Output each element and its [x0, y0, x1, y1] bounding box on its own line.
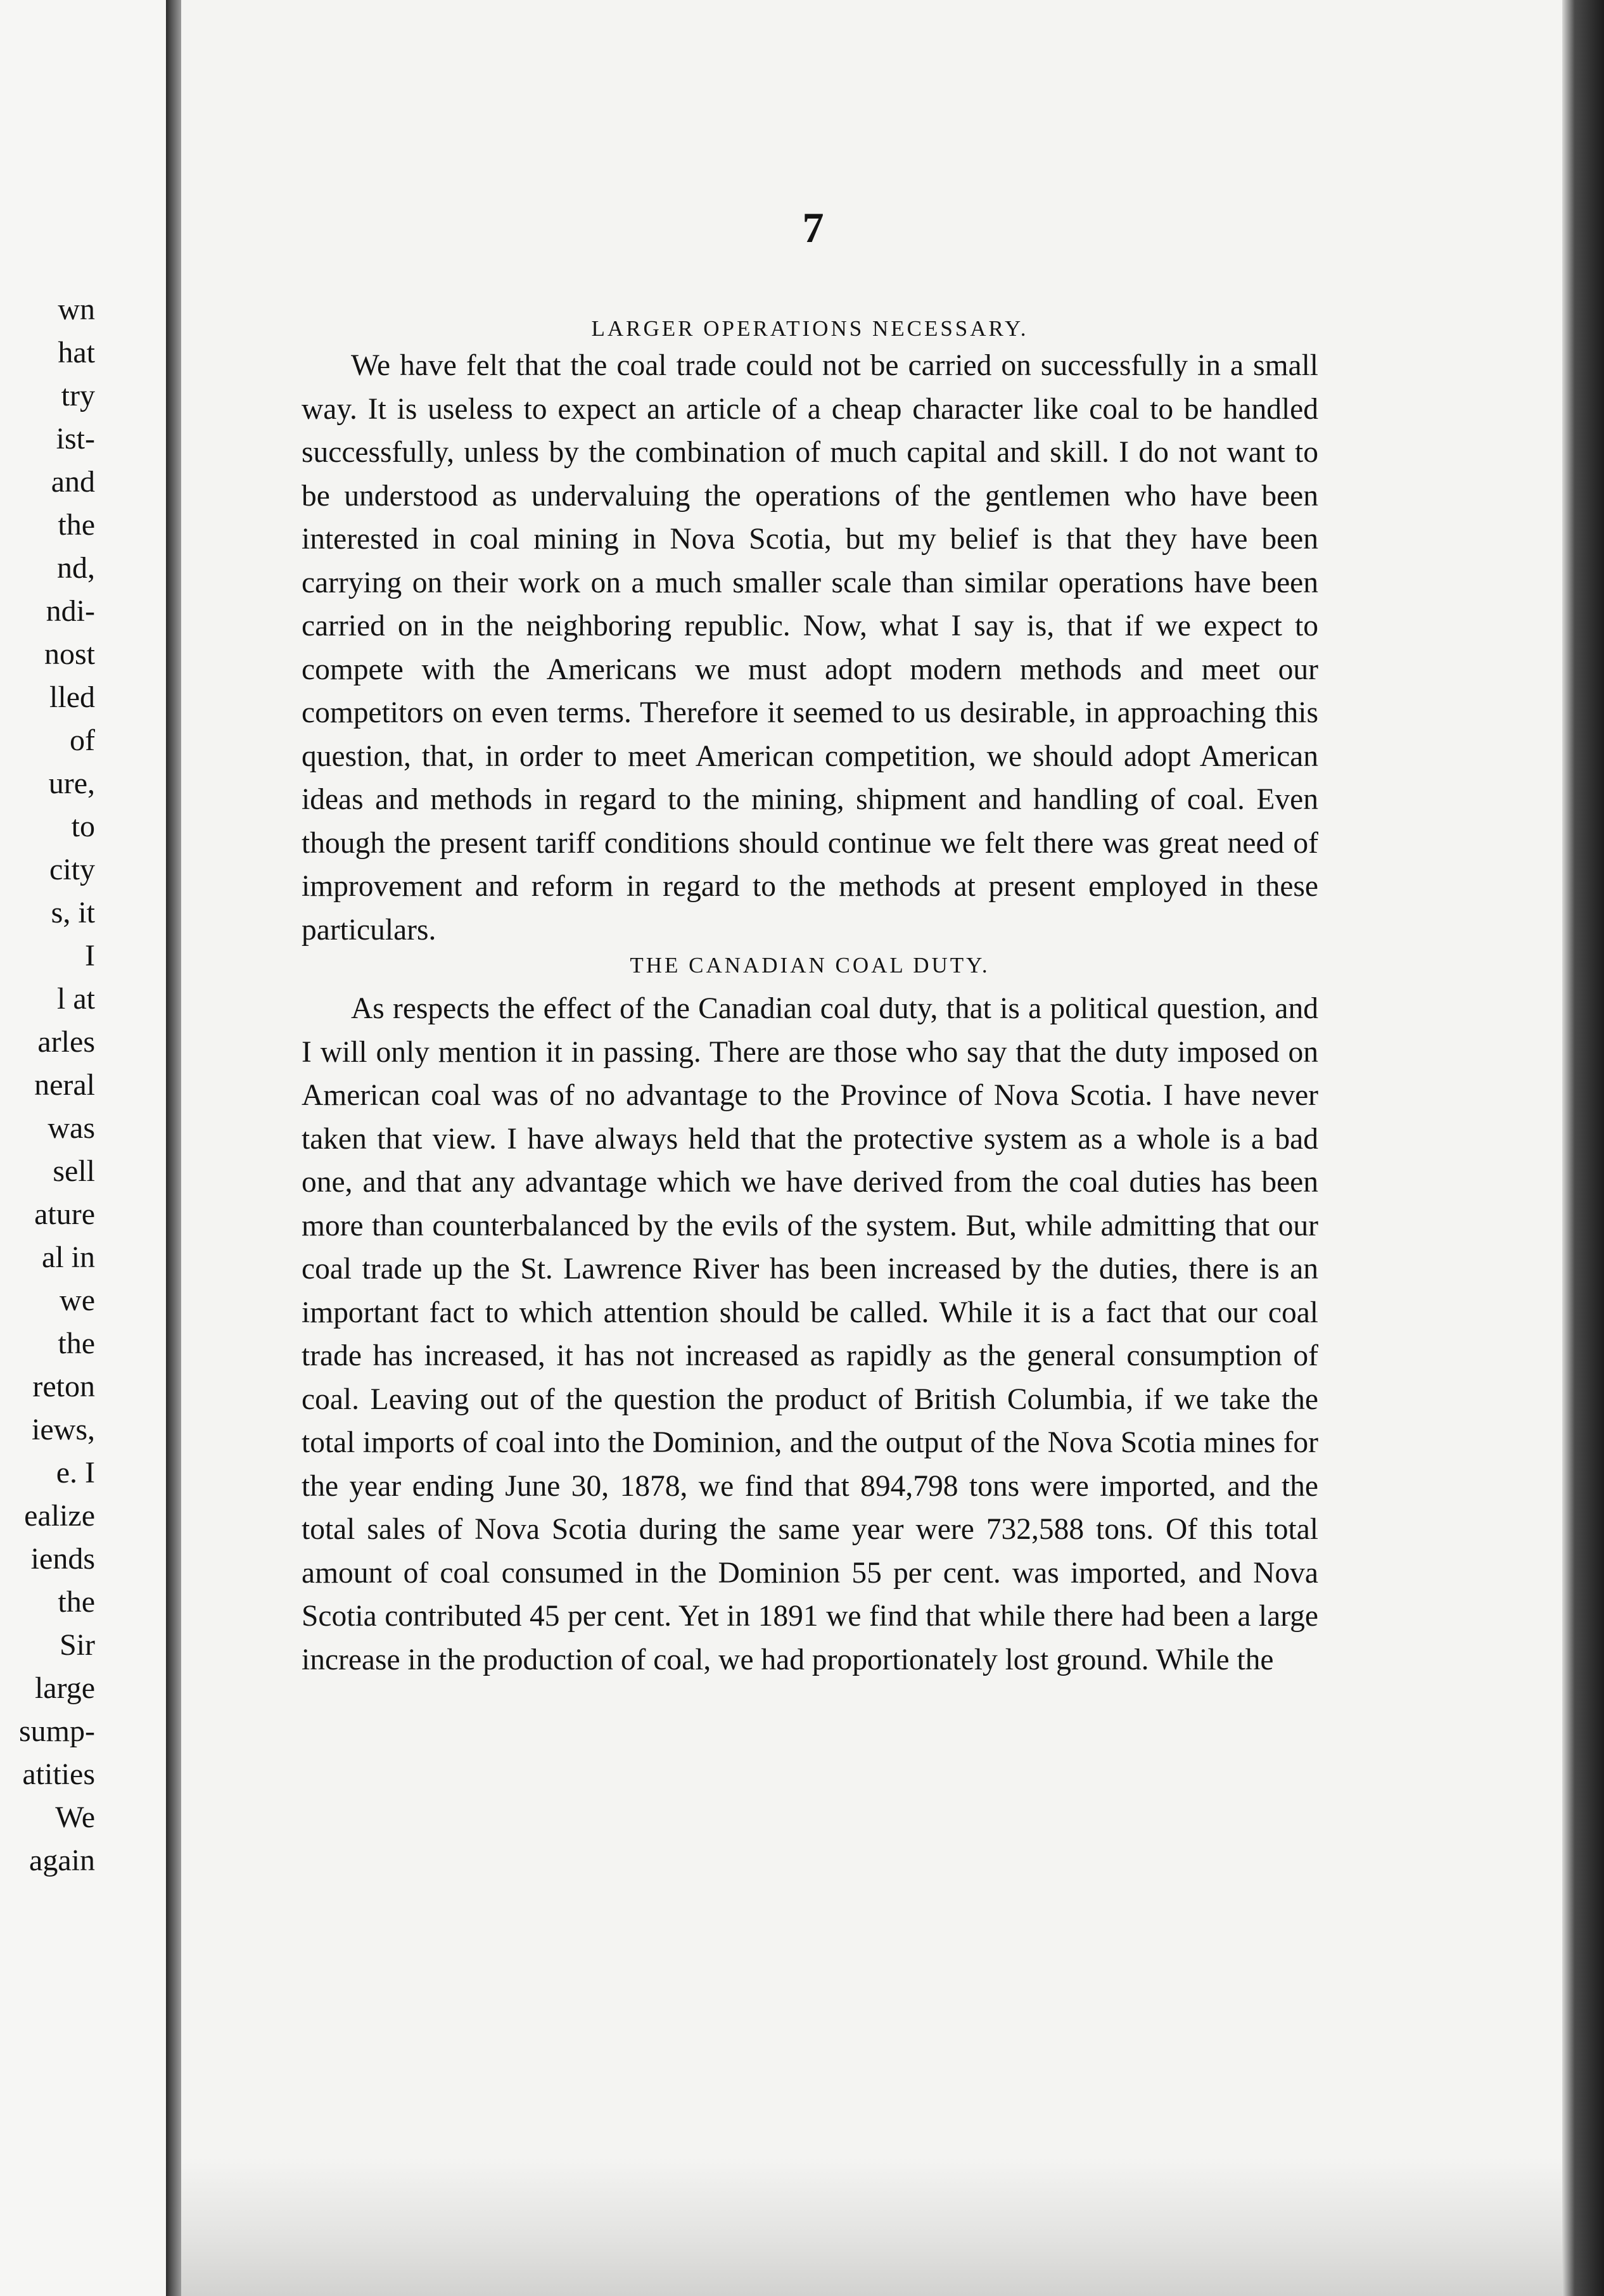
adjacent-page-line: s, it [51, 896, 95, 929]
section-heading-coal-duty: THE CANADIAN COAL DUTY. [630, 953, 990, 978]
binding-gutter [166, 0, 181, 2296]
adjacent-page-line: e. I [56, 1456, 95, 1489]
adjacent-page-line: of [70, 724, 95, 757]
page-bottom-shading [181, 2157, 1562, 2296]
page-right-edge [1562, 0, 1604, 2296]
adjacent-page-line: again [29, 1844, 95, 1877]
adjacent-page-line: try [61, 379, 95, 412]
section-heading-larger-operations: LARGER OPERATIONS NECESSARY. [591, 316, 1029, 341]
adjacent-page-line: neral [34, 1068, 95, 1102]
adjacent-page [0, 0, 166, 2296]
adjacent-page-line: nost [44, 637, 95, 671]
adjacent-page-line: iends [30, 1542, 95, 1576]
adjacent-page-line: We [55, 1801, 95, 1834]
adjacent-page-line: nd, [57, 551, 95, 585]
adjacent-page-line: ure, [48, 767, 95, 800]
section-paragraph-coal-duty: As respects the effect of the Canadian coal duty, that is a political question, and I will only mention it in passing. There are those who say that the duty imposed on American coal was of no advantage to the Province of Nova Scotia. I have never taken that view. I have always held that the protective system as a whole is a bad one, and that any advantage which we have derived from the coal duties has been more than counterbalanced by the evils of the system. But, while admitting that our coal trade up the St. Lawrence River has been increased by the duties, there is an important fact to which attention should be called. While it is a fact that our coal trade has increased, it has not increased as rapidly as the general consumption of coal. Leaving out of the question the product of British Columbia, if we take the total imports of coal into the Dominion, and the output of the Nova Scotia mines for the year ending June 30, 1878, we find that 894,798 tons were imported, and the total sales of Nova Scotia during the same year were 732,588 tons. Of this total amount of coal consumed in the Dominion 55 per cent. was imported, and Nova Scotia contributed 45 per cent. Yet in 1891 we find that while there had been a large increase in the production of coal, we had proportionately lost ground. While the [302, 992, 1318, 1676]
adjacent-page-line: the [58, 1585, 95, 1619]
adjacent-page-line: and [51, 465, 95, 499]
adjacent-page-line: ist- [56, 422, 95, 456]
adjacent-page-line: the [58, 508, 95, 542]
adjacent-page-line: we [60, 1284, 95, 1317]
adjacent-page-line: ature [34, 1197, 95, 1231]
adjacent-page-line: arles [37, 1025, 95, 1059]
adjacent-page-line: large [34, 1671, 95, 1705]
adjacent-page-line: ealize [24, 1499, 95, 1533]
adjacent-page-line: city [49, 853, 95, 886]
adjacent-page-line: sump- [19, 1714, 95, 1748]
adjacent-page-line: al in [42, 1240, 95, 1274]
page-content [302, 203, 1318, 1681]
adjacent-page-line: iews, [32, 1413, 95, 1446]
adjacent-page-line: reton [32, 1370, 95, 1403]
adjacent-page-line: I [85, 939, 95, 973]
adjacent-page-line: l at [57, 982, 95, 1016]
adjacent-page-text [0, 288, 95, 1882]
adjacent-page-line: the [58, 1327, 95, 1360]
section-paragraph-larger-operations: We have felt that the coal trade could not be carried on successfully in a small way. It is useless to expect an article of a cheap character like coal to be handled successfully, unless by the combination of much capital and skill. I do not want to be understood as undervaluing the operations of the gentlemen who have been interested in coal mining in Nova Scotia, but my belief is that they have been carrying on their work on a much smaller scale than similar operations have been carried on in the neighboring republic. Now, what I say is, that if we expect to compete with the Americans we must adopt modern methods and meet our competitors on even terms. Therefore it seemed to us desirable, in approaching this question, that, in order to meet American competition, we should adopt American ideas and methods in regard to the mining, shipment and handling of coal. Even though the present tariff conditions should continue we felt there was great need of improvement and reform in regard to the methods at present employed in these particulars. [302, 349, 1318, 947]
adjacent-page-line: atities [22, 1757, 95, 1791]
adjacent-page-line: to [71, 810, 95, 843]
adjacent-page-line: sell [53, 1154, 95, 1188]
adjacent-page-line: wn [58, 293, 95, 326]
adjacent-page-line: was [48, 1111, 95, 1145]
adjacent-page-line: lled [49, 680, 95, 714]
page-number: 7 [802, 203, 824, 252]
adjacent-page-line: ndi- [46, 594, 95, 628]
adjacent-page-line: hat [58, 336, 95, 369]
adjacent-page-line: Sir [59, 1628, 95, 1662]
